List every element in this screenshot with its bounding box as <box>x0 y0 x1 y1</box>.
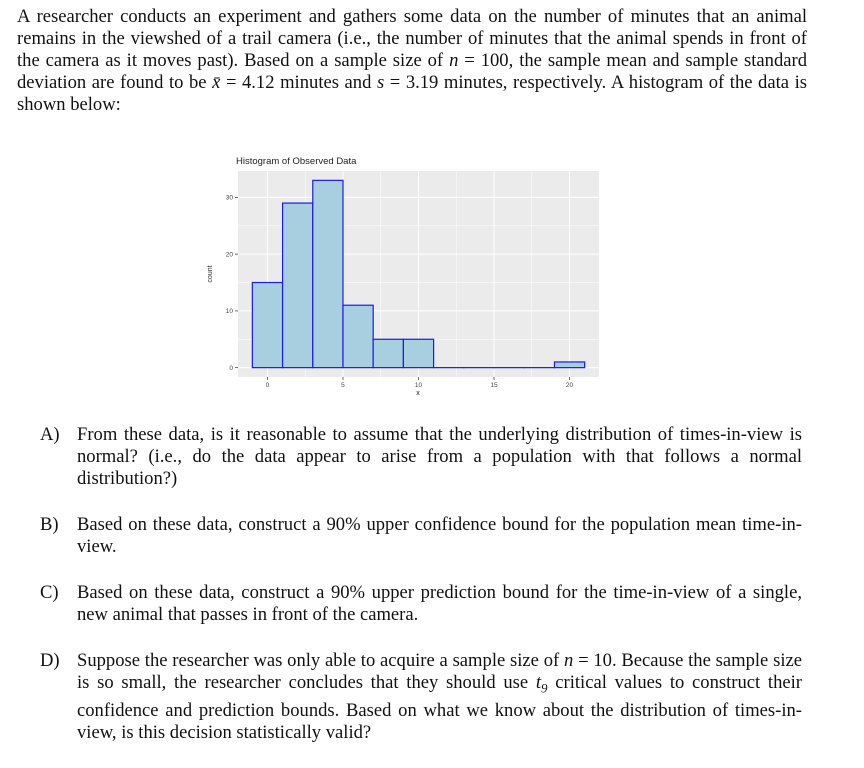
n-symbol: n <box>449 50 458 71</box>
question-text: Based on these data, construct a 90% upper prediction bound for the time-in-view of a single, new animal that passes in front of the camera. <box>77 582 802 625</box>
problem-statement: A researcher conducts an experiment and gathers some data on the number of minutes that an animal remains in the viewshed of a trail camera (i.e., the number of minutes that the animal spends in front of the camera as it moves past). Based on a sample size of n = 100, the sample mean and sample standard deviation are found to be x̄ = 4.12 minutes and s = 3.19 minutes, respectively. A histogram of the data is shown below: <box>17 6 807 116</box>
question-label: A) <box>40 424 60 446</box>
question-item <box>40 582 802 626</box>
histogram-bar <box>313 180 343 367</box>
question-label: B) <box>40 514 59 536</box>
y-axis-label: count <box>207 265 214 282</box>
x-tick-label: 20 <box>566 382 574 389</box>
question-text: = 10. Because the sample size is so small, the researcher concludes that they should use <box>77 650 802 693</box>
histogram-bar <box>343 305 373 367</box>
question-item <box>40 424 802 490</box>
math-symbol: 9 <box>541 681 548 696</box>
histogram-bar <box>554 362 584 368</box>
question-item <box>40 650 802 744</box>
y-tick-label: 30 <box>226 195 234 202</box>
histogram-chart <box>200 150 610 400</box>
x-tick-label: 0 <box>266 382 270 389</box>
histogram-figure <box>200 150 610 400</box>
math-symbol: n <box>564 650 573 671</box>
y-tick-label: 0 <box>229 365 233 372</box>
xbar-symbol: x̄ <box>212 72 220 93</box>
histogram-bar <box>373 339 403 367</box>
question-text: critical values to construct their confidence and prediction bounds. Based on what we know about the distribution of times-in-view, is this decision statistically valid? <box>77 672 802 743</box>
math-symbol: t <box>536 672 541 693</box>
histogram-bar <box>252 283 282 368</box>
question-list <box>40 424 802 768</box>
histogram-bar <box>403 339 433 367</box>
x-tick-label: 15 <box>490 382 498 389</box>
s-symbol: s <box>377 72 384 93</box>
x-tick-label: 10 <box>415 382 423 389</box>
question-label: D) <box>40 650 60 672</box>
question-item <box>40 514 802 558</box>
question-text: From these data, is it reasonable to assume that the underlying distribution of times-in-view is normal? (i.e., do the data appear to arise from a population with that follows a normal distribution?) <box>77 424 802 489</box>
question-text: Suppose the researcher was only able to acquire a sample size of <box>77 650 564 671</box>
y-tick-label: 20 <box>226 251 234 258</box>
histogram-bar <box>283 203 313 368</box>
chart-title: Histogram of Observed Data <box>236 156 357 167</box>
question-label: C) <box>40 582 59 604</box>
question-text: Based on these data, construct a 90% upper confidence bound for the population mean time-in-view. <box>77 514 802 557</box>
y-tick-label: 10 <box>226 308 234 315</box>
x-axis-label: x <box>416 390 420 397</box>
x-tick-label: 5 <box>341 382 345 389</box>
